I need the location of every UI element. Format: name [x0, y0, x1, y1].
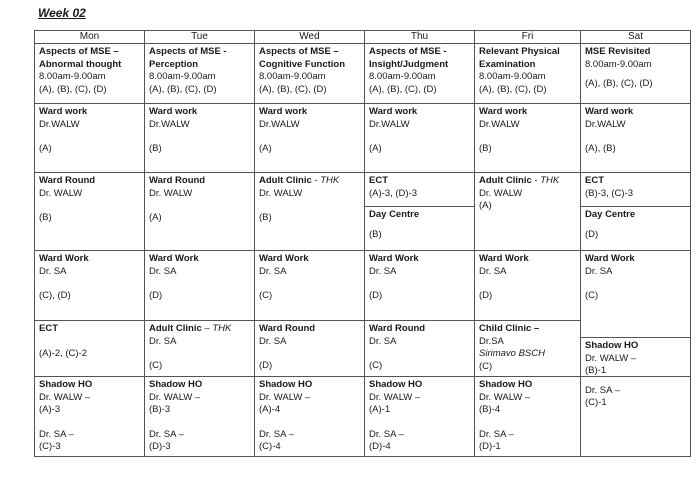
- session-doctor: Dr.WALW: [259, 118, 300, 130]
- session-title: Shadow HO: [39, 379, 93, 390]
- cell-tue-shadow-ho: [145, 377, 255, 457]
- session-doctor: Dr. SA –: [479, 428, 514, 440]
- session-doctor: Dr. WALW –: [259, 391, 311, 403]
- session-groups: (D): [479, 290, 493, 301]
- session-title: Ward work: [149, 106, 198, 117]
- session-subtitle: Cognitive Function: [259, 58, 346, 70]
- session-groups: (A), (B), (C), (D): [149, 83, 217, 95]
- session-title: Ward Work: [149, 253, 199, 264]
- cell-thu-lecture: [365, 44, 475, 104]
- session-title: Ward Round: [39, 175, 96, 186]
- session-groups: (A)-3: [39, 404, 61, 415]
- cell-thu-ward-work: [365, 104, 475, 173]
- cell-tue-ward-work: [145, 104, 255, 173]
- session-subtitle: Insight/Judgment: [369, 58, 449, 70]
- session-title: ECT: [39, 323, 58, 334]
- cell-fri-lecture: [475, 44, 581, 104]
- session-title: Day Centre: [369, 209, 420, 220]
- session-title: Aspects of MSE –: [259, 46, 339, 57]
- session-groups: (D)-1: [479, 441, 501, 452]
- session-doctor: Dr. WALW –: [39, 391, 91, 403]
- clinic-tag: THK: [540, 175, 560, 186]
- session-title: Ward Work: [369, 253, 419, 264]
- row-morning-lecture: [35, 44, 691, 104]
- session-doctor: Dr. WALW: [39, 187, 83, 199]
- session-groups: (A), (B), (C), (D): [39, 83, 107, 95]
- cell-wed-ward-work-sa: [255, 251, 365, 321]
- session-groups: (A): [259, 143, 272, 154]
- session-title: ECT: [369, 175, 388, 186]
- session-groups: (B): [259, 212, 272, 223]
- row-shadow-ho: [35, 377, 691, 457]
- day-header-wed: Wed: [255, 31, 365, 44]
- session-doctor: Dr. WALW –: [149, 391, 201, 403]
- session-doctor: Dr.WALW: [479, 118, 520, 130]
- cell-wed-shadow-ho: [255, 377, 365, 457]
- cell-thu-ect-day-centre: [365, 173, 475, 251]
- session-title: Adult Clinic: [149, 323, 202, 334]
- session-title: Shadow HO: [259, 379, 313, 390]
- session-groups: (C)-3: [39, 441, 61, 452]
- session-doctor: Dr. SA –: [149, 428, 184, 440]
- session-groups: (D): [259, 360, 273, 371]
- session-doctor: Dr. SA: [369, 335, 397, 347]
- week-title: Week 02: [38, 6, 86, 20]
- session-doctor: Dr. WALW: [149, 187, 193, 199]
- session-doctor: Dr. SA –: [259, 428, 294, 440]
- session-groups: (A): [369, 143, 382, 154]
- cell-fri-ward-work: [475, 104, 581, 173]
- session-title: Ward Round: [149, 175, 206, 186]
- session-title: Child Clinic –: [479, 323, 540, 334]
- day-header-thu: Thu: [365, 31, 475, 44]
- session-groups: (D): [149, 290, 163, 301]
- session-groups: (B)-4: [479, 404, 501, 415]
- session-title: Ward Round: [259, 323, 316, 334]
- session-title: Ward Round: [369, 323, 426, 334]
- session-doctor: Dr. SA: [369, 265, 397, 277]
- session-groups: (B)-3: [149, 404, 171, 415]
- cell-mon-ward-work: [35, 104, 145, 173]
- session-groups: (B)-1: [585, 365, 607, 376]
- clinic-tag: THK: [212, 323, 232, 334]
- session-groups: (C), (D): [39, 290, 71, 301]
- clinic-tag: THK: [320, 175, 340, 186]
- session-title: Aspects of MSE –: [39, 46, 119, 57]
- title-separator: –: [201, 323, 213, 334]
- cell-mon-ward-round: [35, 173, 145, 251]
- session-title: Shadow HO: [479, 379, 533, 390]
- day-centre-sub-cell: [365, 206, 474, 241]
- cell-wed-ward-work: [255, 104, 365, 173]
- cell-thu-ward-work-sa: [365, 251, 475, 321]
- session-time: 8.00am-9.00am: [149, 71, 216, 82]
- cell-tue-adult-clinic: [145, 321, 255, 377]
- session-time: 8.00am-9.00am: [39, 71, 106, 82]
- session-title: Ward Work: [259, 253, 309, 264]
- session-groups: (A): [39, 143, 52, 154]
- cell-sat-shadow-ho: [581, 340, 691, 457]
- session-groups: (A)-1: [369, 404, 391, 415]
- session-title: Adult Clinic: [259, 175, 312, 186]
- cell-wed-adult-clinic: [255, 173, 365, 251]
- session-doctor: Dr. SA: [259, 335, 287, 347]
- session-doctor: Dr. WALW: [479, 187, 523, 199]
- session-title: Shadow HO: [369, 379, 423, 390]
- header-row: [35, 31, 691, 44]
- session-groups: (B): [479, 143, 492, 154]
- session-groups: (A), (B), (C), (D): [479, 83, 547, 95]
- session-doctor: Dr. SA –: [39, 428, 74, 440]
- session-title: Shadow HO: [149, 379, 203, 390]
- session-doctor: Dr. WALW –: [479, 391, 531, 403]
- session-title: Ward Work: [39, 253, 89, 264]
- cell-mon-lecture: [35, 44, 145, 104]
- session-groups: (A): [479, 200, 492, 211]
- cell-mon-ward-work-sa: [35, 251, 145, 321]
- session-groups: (B)-3, (C)-3: [585, 187, 634, 199]
- session-doctor: Dr. WALW: [259, 187, 303, 199]
- session-time: 8.00am-9.00am: [585, 58, 652, 70]
- session-doctor: Dr.WALW: [39, 118, 80, 130]
- cell-wed-lecture: [255, 44, 365, 104]
- session-doctor: Dr.WALW: [149, 118, 190, 130]
- session-title: Ward work: [259, 106, 308, 117]
- session-doctor: Dr. SA: [149, 335, 177, 347]
- session-groups: (C)-1: [585, 397, 607, 408]
- session-doctor: Dr. SA: [259, 265, 287, 277]
- session-groups: (B): [39, 212, 52, 223]
- session-title: ECT: [585, 175, 604, 186]
- schedule-table: [34, 30, 691, 457]
- cell-fri-child-clinic: [475, 321, 581, 377]
- cell-tue-lecture: [145, 44, 255, 104]
- cell-tue-ward-work-sa: [145, 251, 255, 321]
- session-doctor: Dr. SA –: [369, 428, 404, 440]
- session-groups: (D)-3: [149, 441, 171, 452]
- day-header-mon: Mon: [35, 31, 145, 44]
- cell-fri-shadow-ho: [475, 377, 581, 457]
- session-time: 8.00am-9.00am: [259, 71, 326, 82]
- session-groups: (D): [585, 228, 599, 240]
- session-groups: (A)-2, (C)-2: [39, 347, 88, 359]
- session-title: Ward Work: [585, 253, 635, 264]
- session-groups: (A)-3, (D)-3: [369, 187, 418, 199]
- session-title-line: [479, 175, 576, 188]
- session-doctor: Dr. SA: [39, 265, 67, 277]
- session-title: Ward work: [39, 106, 88, 117]
- session-subtitle: Examination: [479, 58, 536, 70]
- session-title: Ward Work: [479, 253, 529, 264]
- cell-sat-lecture: [581, 44, 691, 104]
- session-title-line: [149, 323, 250, 336]
- session-groups: (A), (B), (C), (D): [585, 78, 653, 89]
- session-time: 8.00am-9.00am: [369, 71, 436, 82]
- session-groups: (C): [585, 290, 599, 301]
- session-groups: (A), (B), (C), (D): [369, 83, 437, 95]
- row-ward-round-walw: [35, 173, 691, 251]
- title-separator: -: [311, 175, 321, 186]
- cell-mon-ect: [35, 321, 145, 377]
- session-title: Day Centre: [585, 209, 636, 220]
- session-groups: (A), (B): [585, 143, 616, 154]
- session-groups: (B): [369, 228, 382, 240]
- cell-tue-ward-round: [145, 173, 255, 251]
- session-doctor: Dr. WALW –: [369, 391, 421, 403]
- session-doctor: Dr. SA: [149, 265, 177, 277]
- day-centre-sub-cell: [581, 206, 690, 241]
- session-subtitle: Perception: [149, 58, 199, 70]
- session-title: Relevant Physical: [479, 46, 560, 57]
- day-header-tue: Tue: [145, 31, 255, 44]
- session-groups: (C): [259, 290, 273, 301]
- cell-fri-ward-work-sa: [475, 251, 581, 321]
- session-time: 8.00am-9.00am: [479, 71, 546, 82]
- cell-wed-ward-round-sa: [255, 321, 365, 377]
- session-doctor: Dr. SA: [479, 265, 507, 277]
- row-ward-work-sa: [35, 251, 691, 321]
- session-title-line: [259, 175, 360, 188]
- session-title: MSE Revisited: [585, 46, 651, 57]
- session-groups: (C): [369, 360, 383, 371]
- session-title: Aspects of MSE -: [149, 46, 227, 57]
- cell-sat-ect-day-centre: [581, 173, 691, 251]
- session-title: Aspects of MSE -: [369, 46, 447, 57]
- session-doctor: Dr. SA: [585, 265, 613, 277]
- cell-thu-ward-round-sa: [365, 321, 475, 377]
- session-groups: (D): [369, 290, 383, 301]
- session-groups: (B): [149, 143, 162, 154]
- session-title: Ward work: [369, 106, 418, 117]
- session-title: Shadow HO: [585, 340, 639, 351]
- session-doctor: Dr.SA: [479, 335, 504, 347]
- session-groups: (A): [149, 212, 162, 223]
- cell-mon-shadow-ho: [35, 377, 145, 457]
- session-groups: (C): [149, 360, 163, 371]
- session-title: Ward work: [585, 106, 634, 117]
- clinic-location: Sirimavo BSCH: [479, 348, 545, 359]
- cell-fri-adult-clinic: [475, 173, 581, 251]
- session-groups: (A)-4: [259, 404, 281, 415]
- title-separator: -: [531, 175, 541, 186]
- session-groups: (A), (B), (C), (D): [259, 83, 327, 95]
- day-header-sat: Sat: [581, 31, 691, 44]
- cell-thu-shadow-ho: [365, 377, 475, 457]
- session-subtitle: Abnormal thought: [39, 58, 122, 70]
- day-header-fri: Fri: [475, 31, 581, 44]
- row-ward-work-walw: [35, 104, 691, 173]
- session-title: Adult Clinic: [479, 175, 532, 186]
- session-groups: (D)-4: [369, 441, 391, 452]
- cell-sat-ward-work: [581, 104, 691, 173]
- session-groups: (C): [479, 360, 493, 372]
- session-groups: (C)-4: [259, 441, 281, 452]
- session-doctor: Dr.WALW: [369, 118, 410, 130]
- session-title: Ward work: [479, 106, 528, 117]
- session-doctor: Dr.WALW: [585, 118, 626, 130]
- session-doctor: Dr. SA –: [585, 384, 620, 396]
- session-doctor: Dr. WALW –: [585, 352, 637, 364]
